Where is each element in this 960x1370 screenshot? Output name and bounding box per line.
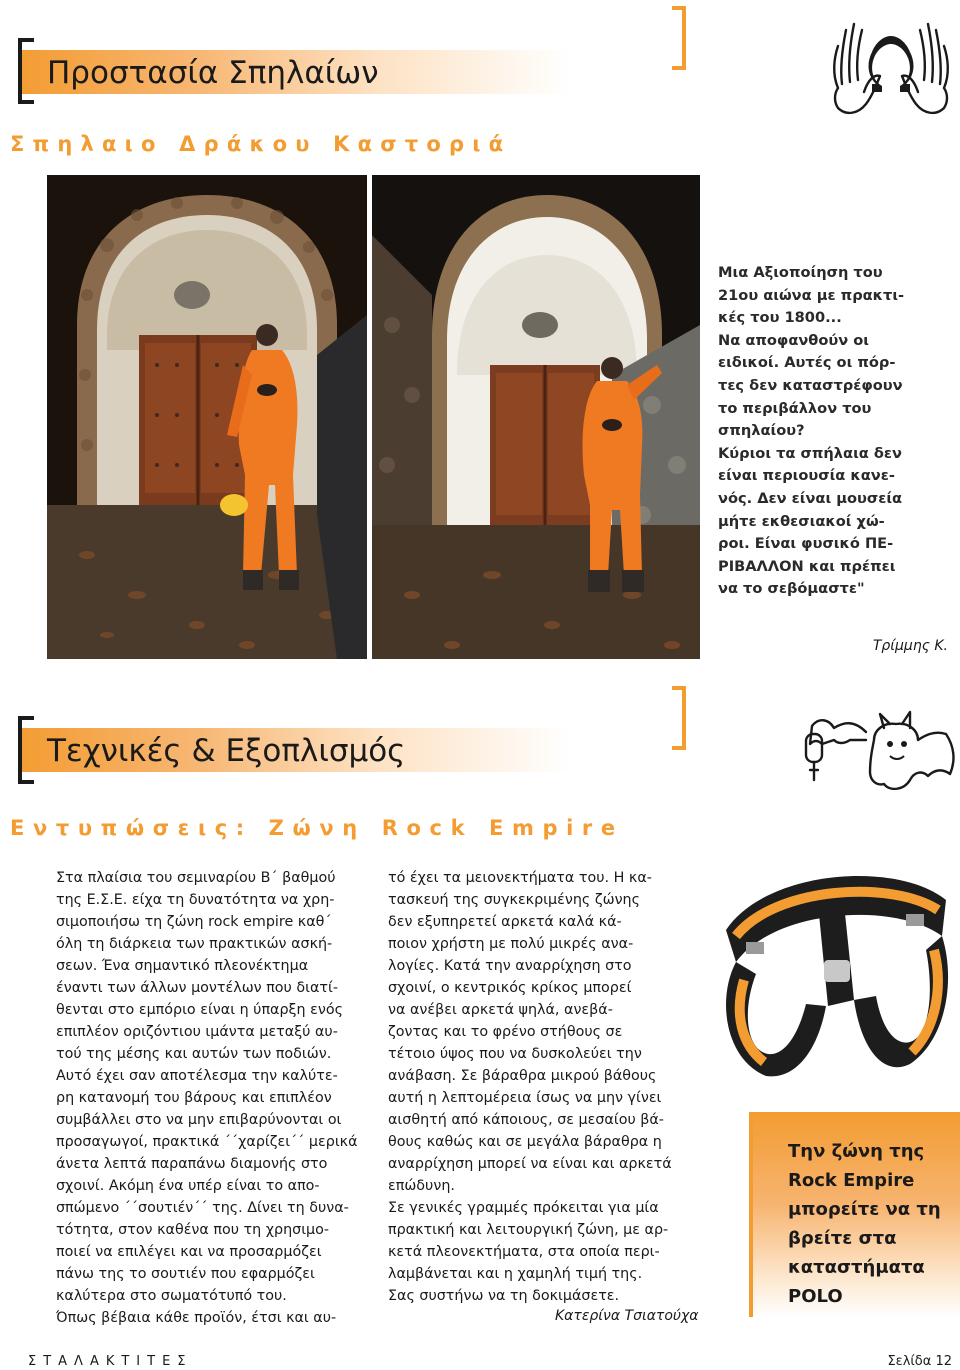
paragraph-line: Στα πλαίσια του σεμιναρίου Β΄ βαθμού — [56, 870, 336, 886]
paragraph-line: πρακτική και λειτουργική ζώνη, με αρ- — [388, 1222, 669, 1238]
quote-line: κές του 1800... — [718, 309, 842, 327]
paragraph-line: τό έχει τα μειονεκτήματα του. Η κα- — [388, 870, 652, 886]
section2-open-bracket — [18, 716, 34, 784]
quote-line: 21ου αιώνα με πρακτι- — [718, 286, 905, 304]
section2-title: Τεχνικές & Εξοπλισμός — [47, 733, 406, 769]
promo-box — [749, 1112, 960, 1317]
paragraph-line: να ανέβει αρκετά ψηλά, ανεβά- — [388, 1002, 613, 1018]
sidebar-quote — [718, 262, 958, 601]
quote-line: Μια Αξιοποίηση του — [718, 264, 883, 281]
paragraph-line: αυτή η λεπτομέρεια ίσως να μην γίνει — [388, 1090, 662, 1106]
section2-signature: Κατερίνα Τσιατούχα — [555, 1308, 699, 1324]
paragraph-line: επώδυνη. — [388, 1178, 455, 1194]
cave-photo-left — [47, 175, 367, 659]
paragraph-line: ποιον χρήστη με πολύ μικρές ανα- — [388, 936, 634, 952]
quote-line: Να αποφανθούν οι — [718, 331, 869, 349]
paragraph-line: τότητα, στον καθένα που τη χρησιμο- — [56, 1222, 330, 1238]
quote-line: σπηλαίου? — [718, 422, 805, 440]
section1-signature: Τρίμμης Κ. — [872, 638, 948, 654]
paragraph-line: καλύτερα στο σωματότυπό του. — [56, 1288, 287, 1304]
omega-hands-logo — [826, 18, 956, 124]
paragraph-line: σεων. Ένα σημαντικό πλεονέκτημα — [56, 958, 309, 974]
paragraph-line: όλη τη διάρκεια των πρακτικών ασκή- — [56, 936, 333, 952]
paragraph-line: ρη κατανομή του βάρους και επιπλέον — [56, 1090, 332, 1106]
paragraph-line: θους καθώς και σε μεγάλα βάραθρα η — [388, 1134, 662, 1150]
paragraph-line: τού της μέσης και αυτών των ποδιών. — [56, 1046, 332, 1062]
quote-line: το περιβάλλον του — [718, 399, 872, 417]
paragraph-line: Σας συστήνω να τη δοκιμάσετε. — [388, 1288, 620, 1304]
paragraph-line: σπώμενο ΄΄σουτιέν΄΄ της. Δίνει τη δυνα- — [56, 1200, 349, 1216]
paragraph-line: αισθητή από κάποιους, σε μεσαίου βά- — [388, 1112, 664, 1128]
quote-line: τες δεν καταστρέφουν — [718, 376, 903, 394]
paragraph-line: ανάβαση. Σε βάραθρα μικρού βάθους — [388, 1068, 657, 1084]
paragraph-line: έναντι των άλλων μοντέλων που διατί- — [56, 980, 338, 996]
quote-line: Κύριοι τα σπήλαια δεν — [718, 444, 902, 462]
footer-publication: ΣΤΑΛΑΚΤΙΤΕΣ — [28, 1354, 193, 1369]
quote-line: ΡΙΒΑΛΛΟΝ και πρέπει — [718, 557, 896, 575]
paragraph-line: Σε γενικές γραμμές πρόκειται για μία — [388, 1200, 659, 1216]
bat-carabiner-icon — [804, 700, 958, 806]
paragraph-line: προσαγωγοί, πρακτικά ΄΄χαρίζει΄΄ μερικά — [56, 1134, 358, 1150]
paragraph-line: ζοντας και το φρένο στήθους σε — [388, 1024, 623, 1040]
harness-image — [706, 840, 960, 1090]
promo-line: Την ζώνη της — [788, 1141, 925, 1162]
paragraph-line: λογίες. Κατά την αναρρίχηση στο — [388, 958, 632, 974]
paragraph-line: δεν εξυπηρετεί αρκετά καλά κά- — [388, 914, 622, 930]
section2-close-bracket — [672, 686, 686, 750]
section1-open-bracket — [18, 38, 34, 104]
promo-line: καταστήματα — [788, 1257, 925, 1278]
promo-line: μπορείτε να τη — [788, 1199, 941, 1220]
section2-subtitle: Εντυπώσεις: Ζώνη Rock Empire — [10, 816, 624, 840]
paragraph-line: ποιεί να επιλέγει και να προσαρμόζει — [56, 1244, 322, 1260]
paragraph-line: σιμοποιήσω τη ζώνη rock empire καθ΄ — [56, 914, 332, 930]
paragraph-line: Αυτό έχει σαν αποτέλεσμα την καλύτε- — [56, 1068, 338, 1084]
paragraph-line: πάνω της το σουτιέν που εφαρμόζει — [56, 1266, 315, 1282]
paragraph-line: σχοινί, ο κεντρικός κρίκος μπορεί — [388, 980, 632, 996]
paragraph-line: θενται στο εμπόριο είναι η ύπαρξη ενός — [56, 1002, 343, 1018]
paragraph-line: αναρρίχηση μπορεί να είναι και αρκετά — [388, 1156, 672, 1172]
paragraph-line: σχοινί. Ακόμη ένα υπέρ είναι το απο- — [56, 1178, 320, 1194]
section1-close-bracket — [672, 6, 686, 70]
paragraph-line: τέτοιο ύψος που να δυσκολεύει την — [388, 1046, 642, 1062]
paragraph-line: κετά πλεονεκτήματα, στα οποία περι- — [388, 1244, 660, 1260]
paragraph-line: λαμβάνεται και η χαμηλή τιμή της. — [388, 1266, 643, 1282]
paragraph-line: συμβάλλει στο να μην επιβαρύνονται οι — [56, 1112, 342, 1128]
quote-line: μήτε εκθεσιακοί χώ- — [718, 512, 885, 530]
quote-line: ροι. Είναι φυσικό ΠΕ- — [718, 535, 894, 553]
article-column-2 — [388, 867, 708, 1307]
promo-line: POLO — [788, 1286, 843, 1307]
promo-line: Rock Empire — [788, 1170, 915, 1191]
quote-line: νός. Δεν είναι μουσεία — [718, 489, 903, 507]
quote-line: είναι περιουσία κανε- — [718, 467, 895, 485]
paragraph-line: Όπως βέβαια κάθε προϊόν, έτσι και αυ- — [56, 1310, 337, 1326]
quote-line: ειδικοί. Αυτές οι πόρ- — [718, 354, 896, 372]
paragraph-line: τασκευή της συγκεκριμένης ζώνης — [388, 892, 641, 908]
quote-line: να το σεβόμαστε" — [718, 580, 865, 598]
paragraph-line: επιπλέον οριζόντιου ιμάντα μεταξύ αυ- — [56, 1024, 338, 1040]
article-column-1 — [56, 867, 376, 1329]
paragraph-line: της Ε.Σ.Ε. είχα τη δυνατότητα να χρη- — [56, 892, 335, 908]
cave-photo-right — [372, 175, 700, 659]
section1-title: Προστασία Σπηλαίων — [47, 55, 379, 91]
promo-line: βρείτε στα — [788, 1228, 897, 1249]
section1-subtitle: Σπηλαιο Δράκου Καστοριά — [10, 132, 512, 156]
paragraph-line: άνετα λεπτά παραπάνω διαμονής στο — [56, 1156, 328, 1172]
footer-page-number: Σελίδα 12 — [887, 1354, 952, 1369]
